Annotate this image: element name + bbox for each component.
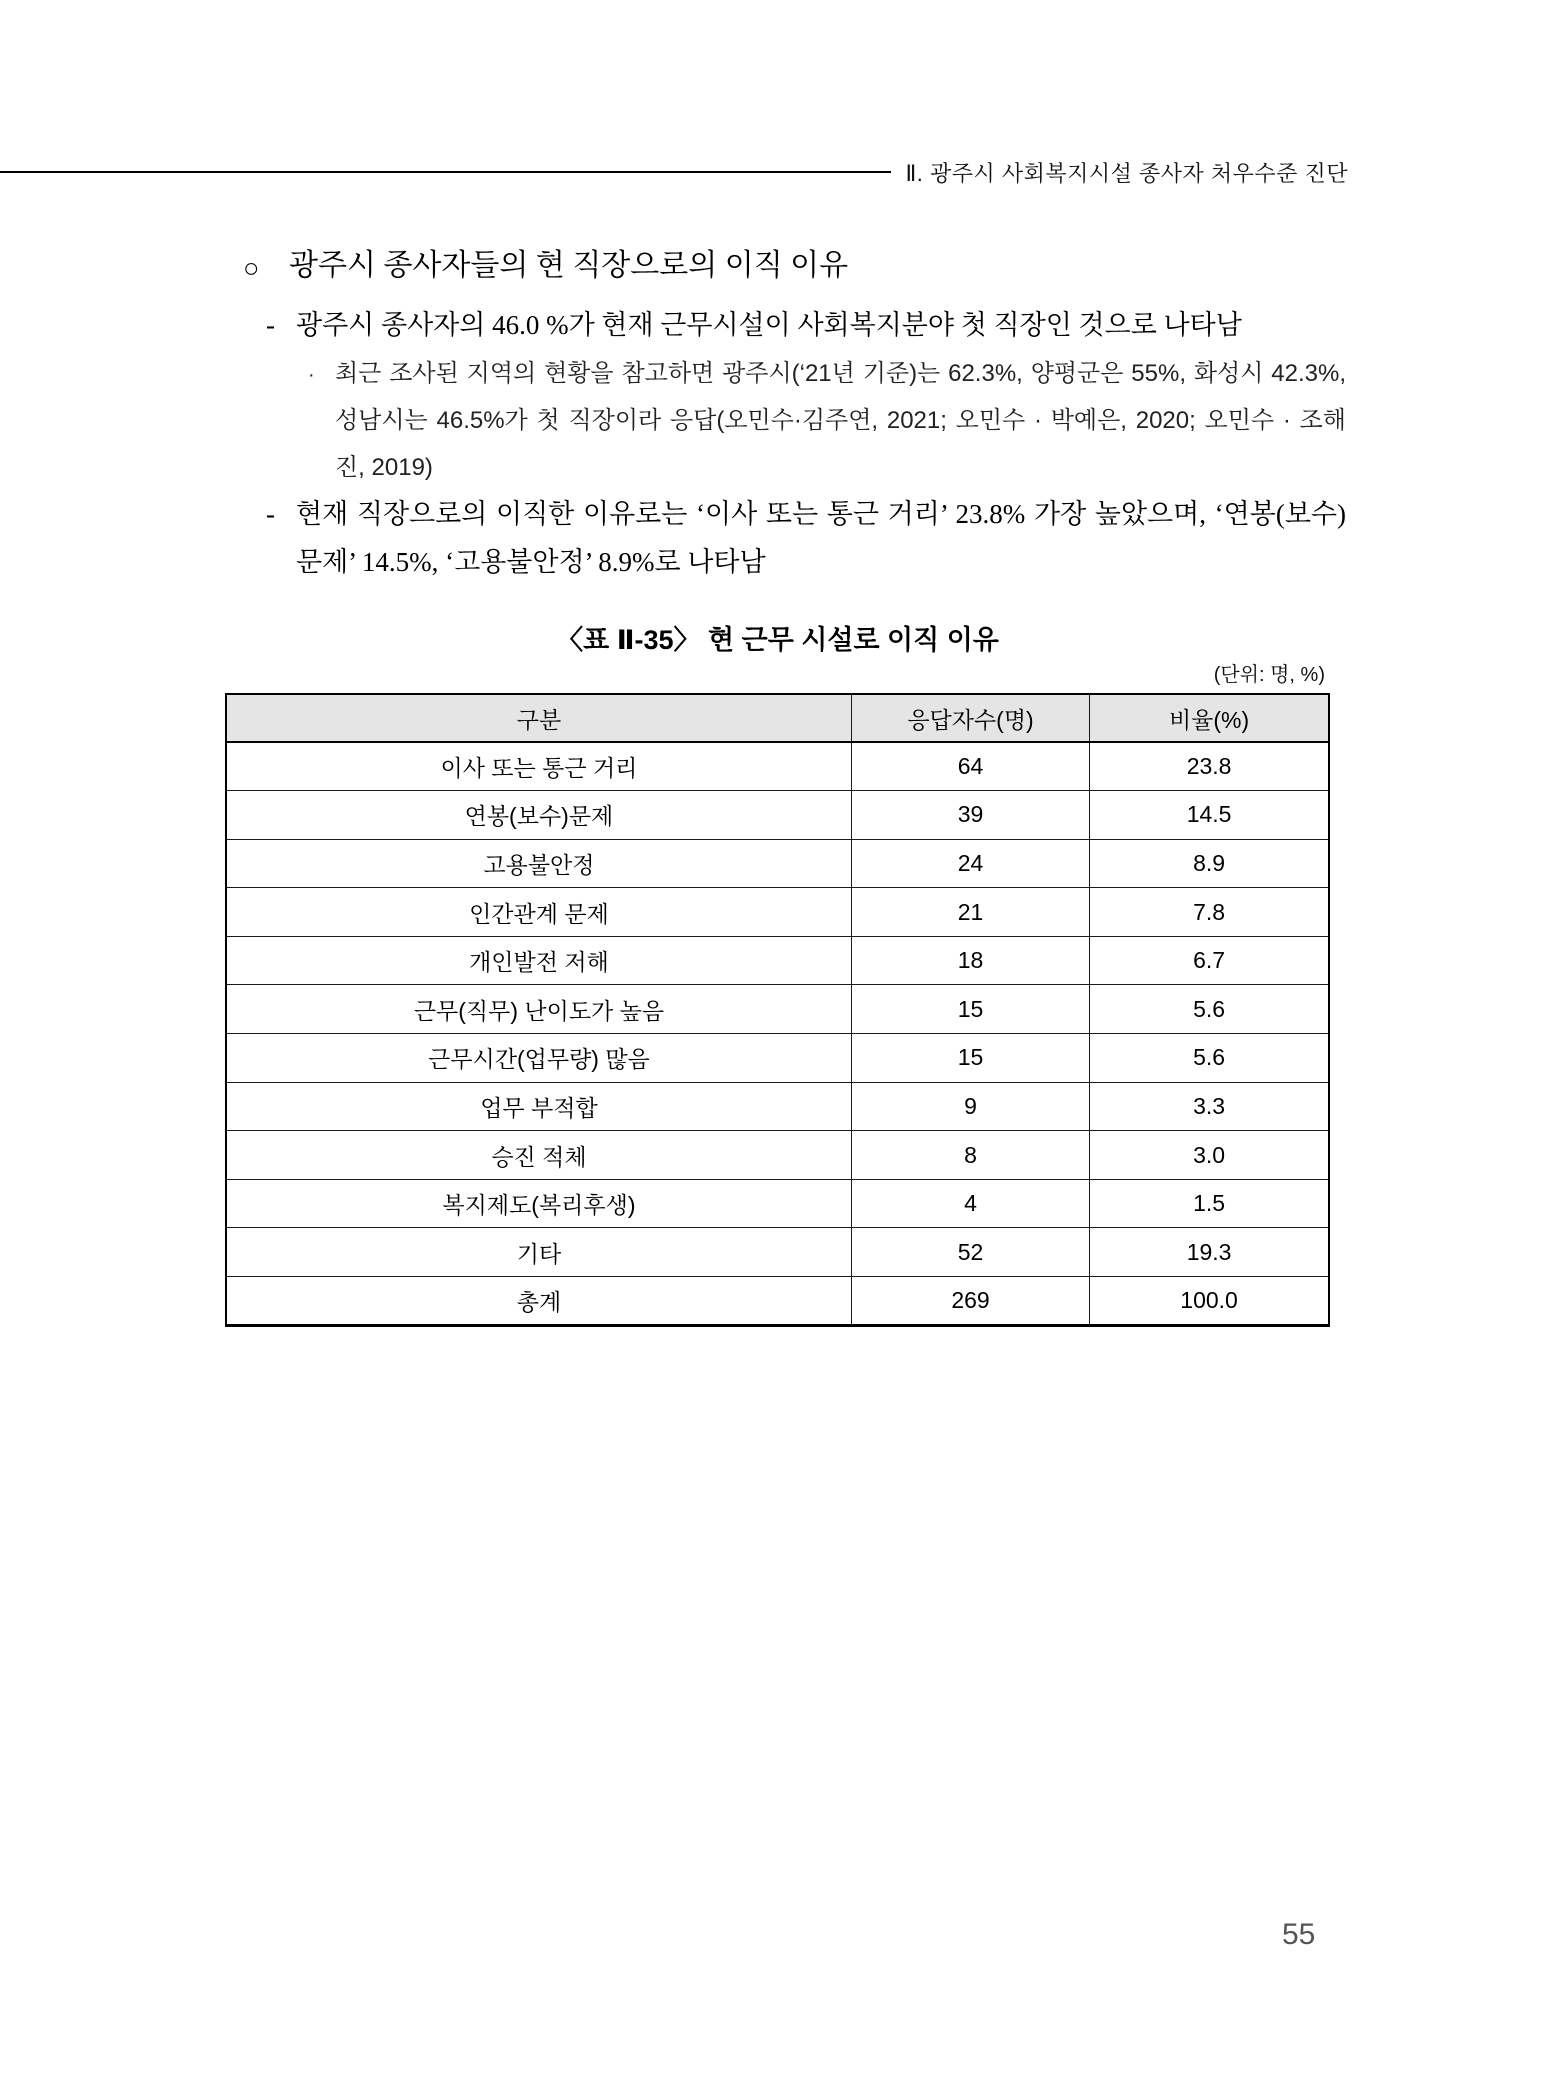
row-respondents: 64 (851, 742, 1089, 791)
running-head (0, 156, 1348, 188)
table-row (226, 888, 1329, 937)
table-row (226, 1034, 1329, 1083)
table-body (226, 742, 1329, 1325)
row-respondents: 39 (851, 791, 1089, 840)
dash-bullet-2-text: 현재 직장으로의 이직한 이유로는 ‘이사 또는 통근 거리’ 23.8% 가장 높았으며, ‘연봉(보수)문제’ 14.5%, ‘고용불안정’ 8.9%로 나타남 (296, 499, 1346, 577)
dot-sub-bullet-text: 최근 조사된 지역의 현황을 참고하면 광주시(‘21년 기준)는 62.3%, 양평군은 55%, 화성시 42.3%, 성남시는 46.5%가 첫 직장이라 응답(오민수·김주연, 2021; 오민수 · 박예은, 2020; 오민수 · 조해진, 2019) (335, 360, 1346, 481)
row-respondents: 8 (851, 1131, 1089, 1180)
row-percent: 7.8 (1090, 888, 1329, 937)
table-row (226, 1082, 1329, 1131)
header-rule (0, 171, 891, 173)
table-row (226, 936, 1329, 985)
table-row (226, 985, 1329, 1034)
row-respondents: 9 (851, 1082, 1089, 1131)
dash-icon: - (266, 310, 275, 340)
row-respondents: 15 (851, 1034, 1089, 1083)
dot-sub-bullet (308, 350, 1346, 491)
dash-icon: - (266, 499, 275, 529)
row-category: 근무시간(업무량) 많음 (226, 1034, 851, 1083)
table-row (226, 1131, 1329, 1180)
row-percent: 5.6 (1090, 1034, 1329, 1083)
column-header-percent: 비율(%) (1090, 694, 1329, 742)
row-category: 업무 부적합 (226, 1082, 851, 1131)
row-category: 복지제도(복리후생) (226, 1179, 851, 1228)
row-percent: 23.8 (1090, 742, 1329, 791)
table-row (226, 1277, 1329, 1326)
column-header-respondents: 응답자수(명) (851, 694, 1089, 742)
circle-bullet-icon: ○ (243, 253, 260, 283)
row-category: 연봉(보수)문제 (226, 791, 851, 840)
row-percent: 1.5 (1090, 1179, 1329, 1228)
row-respondents: 15 (851, 985, 1089, 1034)
column-header-category: 구분 (226, 694, 851, 742)
row-category: 승진 적체 (226, 1131, 851, 1180)
dot-icon: · (308, 364, 315, 386)
row-percent: 3.3 (1090, 1082, 1329, 1131)
row-category: 고용불안정 (226, 839, 851, 888)
reasons-table (225, 693, 1330, 1327)
table-row (226, 839, 1329, 888)
row-percent: 3.0 (1090, 1131, 1329, 1180)
row-percent: 5.6 (1090, 985, 1329, 1034)
row-respondents: 18 (851, 936, 1089, 985)
row-percent: 6.7 (1090, 936, 1329, 985)
row-category: 인간관계 문제 (226, 888, 851, 937)
row-percent: 19.3 (1090, 1228, 1329, 1277)
row-respondents: 269 (851, 1277, 1089, 1326)
row-respondents: 24 (851, 839, 1089, 888)
row-respondents: 52 (851, 1228, 1089, 1277)
page-number: 55 (1282, 1918, 1316, 1951)
row-category: 기타 (226, 1228, 851, 1277)
table-row (226, 742, 1329, 791)
row-respondents: 4 (851, 1179, 1089, 1228)
dash-bullet-1 (266, 305, 1346, 345)
dash-bullet-1-text: 광주시 종사자의 46.0 %가 현재 근무시설이 사회복지분야 첫 직장인 것으로 나타남 (296, 310, 1242, 340)
section-heading-text: 광주시 종사자들의 현 직장으로의 이직 이유 (289, 249, 849, 282)
row-percent: 8.9 (1090, 839, 1329, 888)
table-row (226, 791, 1329, 840)
row-category: 이사 또는 통근 거리 (440, 755, 638, 782)
table-row (226, 1228, 1329, 1277)
section-heading (243, 246, 1348, 288)
table-title: 〈표 Ⅱ-35〉 현 근무 시설로 이직 이유 (556, 625, 999, 655)
row-category: 개인발전 저해 (226, 936, 851, 985)
table-header-row (226, 694, 1329, 742)
row-percent: 14.5 (1090, 791, 1329, 840)
chapter-title: Ⅱ. 광주시 사회복지시설 종사자 처우수준 진단 (905, 160, 1348, 186)
table-unit-note: (단위: 명, %) (1213, 664, 1325, 686)
table-row (226, 1179, 1329, 1228)
row-percent: 100.0 (1090, 1277, 1329, 1326)
row-category: 총계 (226, 1277, 851, 1326)
row-respondents: 21 (851, 888, 1089, 937)
dash-bullet-2 (266, 490, 1346, 586)
row-category: 근무(직무) 난이도가 높음 (226, 985, 851, 1034)
